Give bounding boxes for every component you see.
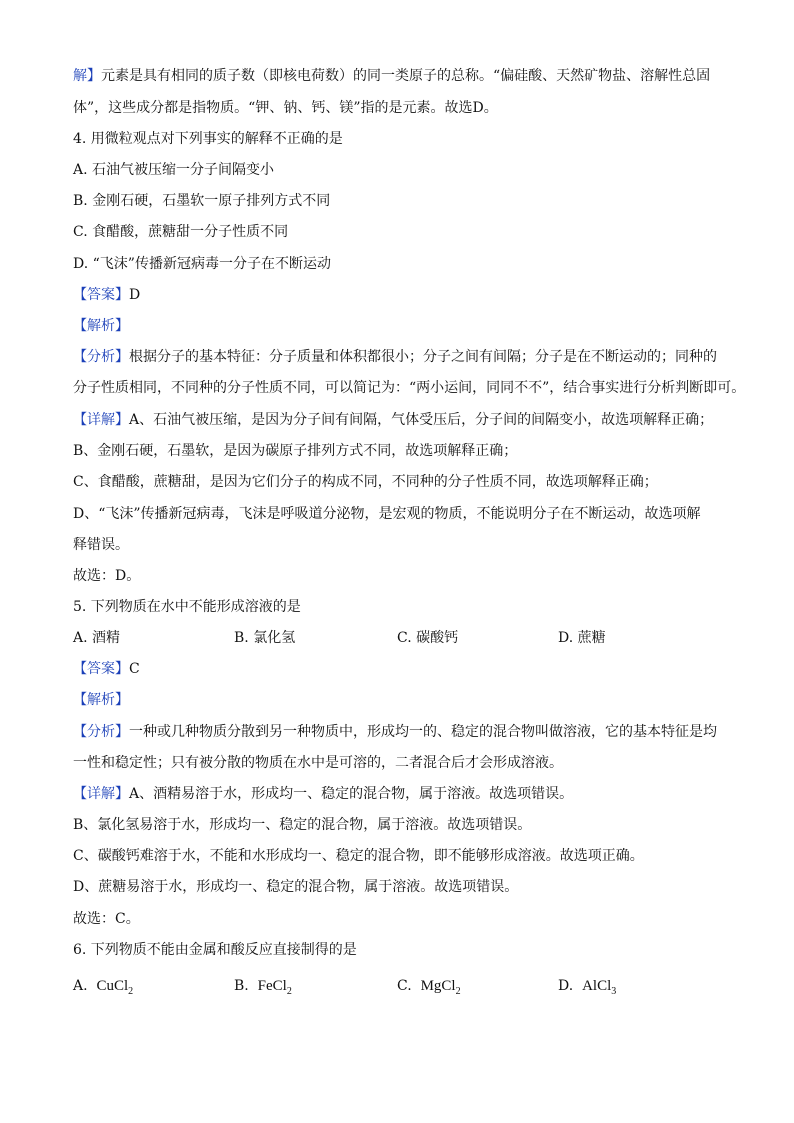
- question-5-option-d: D. 蔗糖: [558, 630, 606, 646]
- question-4-option-b: B. 金刚石硬，石墨软一原子排列方式不同: [73, 193, 331, 209]
- question-5-fenxi-line-1: 【分析】一种或几种物质分散到另一种物质中，形成均一的、稳定的混合物叫做溶液，它的基本特征是均: [73, 724, 717, 740]
- answer-tag: 【答案】: [73, 287, 129, 303]
- question-5-stem: 5. 下列物质在水中不能形成溶液的是: [73, 599, 301, 615]
- question-5-answer: [73, 659, 140, 679]
- question-6-option-d: D. AlCl$_3$: [558, 978, 617, 997]
- fenxi-tag: 【分析】: [73, 349, 129, 365]
- question-4-detail-line-3: C、食醋酸，蔗糖甜，是因为它们分子的构成不同，不同种的分子性质不同，故选项解释正确；: [73, 474, 658, 490]
- detail-tag: 【详解】: [73, 786, 129, 802]
- question-4-option-d: D. “飞沫”传播新冠病毒一分子在不断运动: [73, 256, 331, 272]
- question-5-option-b: B. 氯化氢: [234, 630, 296, 646]
- question-5-detail-line-2: B、氯化氢易溶于水，形成均一、稳定的混合物，属于溶液。故选项错误。: [73, 817, 532, 833]
- question-5-detail-line-4: D、蔗糖易溶于水，形成均一、稳定的混合物，属于溶液。故选项错误。: [73, 879, 519, 895]
- chemical-formula: MgCl$_2$: [420, 978, 461, 997]
- chemical-formula: FeCl$_2$: [257, 978, 292, 997]
- prev-explanation-line-2: 体”，这些成分都是指物质。“钾、钠、钙、镁”指的是元素。故选D。: [73, 100, 498, 116]
- question-5-option-c: C. 碳酸钙: [397, 630, 459, 646]
- question-4-answer: [73, 285, 140, 305]
- chemical-formula: AlCl$_3$: [582, 978, 617, 997]
- question-4-fenxi-line-2: 分子性质相同，不同种的分子性质不同，可以简记为：“两小运间，同同不不”，结合事实进行分析判断即可。: [73, 380, 746, 396]
- question-4-fenxi-line-1: 【分析】根据分子的基本特征：分子质量和体积都很小；分子之间有间隔；分子是在不断运动的；同种的: [73, 349, 717, 365]
- question-4-conclusion: 故选：D。: [73, 568, 141, 584]
- question-4-detail-line-2: B、金刚石硬，石墨软，是因为碳原子排列方式不同，故选项解释正确；: [73, 443, 518, 459]
- answer-value: D: [129, 287, 141, 303]
- explanation-tag-fragment: 解】: [73, 68, 101, 84]
- question-5-option-a: A. 酒精: [73, 630, 121, 646]
- question-4-detail-line-4: D、“飞沫”传播新冠病毒，飞沫是呼吸道分泌物，是宏观的物质，不能说明分子在不断运动，故选项解: [73, 506, 701, 522]
- question-4-detail-line-5: 释错误。: [73, 537, 129, 553]
- question-6-option-c: C. MgCl$_2$: [397, 978, 461, 997]
- question-6-option-a: A. CuCl$_2$: [73, 978, 134, 997]
- question-5-conclusion: 故选：C。: [73, 911, 140, 927]
- question-5-fenxi-line-2: 一性和稳定性；只有被分散的物质在水中是可溶的，二者混合后才会形成溶液。: [73, 755, 563, 771]
- detail-tag: 【详解】: [73, 412, 129, 428]
- question-4-option-c: C. 食醋酸，蔗糖甜一分子性质不同: [73, 224, 289, 240]
- question-6-option-b: B. FeCl$_2$: [234, 978, 292, 997]
- question-4-stem: 4. 用微粒观点对下列事实的解释不正确的是: [73, 131, 343, 147]
- answer-tag: 【答案】: [73, 661, 129, 677]
- fenxi-tag: 【分析】: [73, 724, 129, 740]
- question-4-analysis-tag: 【解析】: [73, 318, 129, 334]
- question-5-analysis-tag: 【解析】: [73, 692, 129, 708]
- question-5-detail-line-1: 【详解】A、酒精易溶于水，形成均一、稳定的混合物，属于溶液。故选项错误。: [73, 786, 574, 802]
- question-4-option-a: A. 石油气被压缩一分子间隔变小: [73, 162, 275, 178]
- question-6-stem: 6. 下列物质不能由金属和酸反应直接制得的是: [73, 942, 357, 958]
- answer-value: C: [129, 661, 140, 677]
- question-5-detail-line-3: C、碳酸钙难溶于水，不能和水形成均一、稳定的混合物，即不能够形成溶液。故选项正确。: [73, 848, 644, 864]
- question-4-detail-line-1: 【详解】A、石油气被压缩，是因为分子间有间隔，气体受压后，分子间的间隔变小，故选项解释正确；: [73, 412, 714, 428]
- chemical-formula: CuCl$_2$: [96, 978, 134, 997]
- prev-explanation-line-1: 解】元素是具有相同的质子数（即核电荷数）的同一类原子的总称。“偏硅酸、天然矿物盐、溶解性总固: [73, 68, 711, 84]
